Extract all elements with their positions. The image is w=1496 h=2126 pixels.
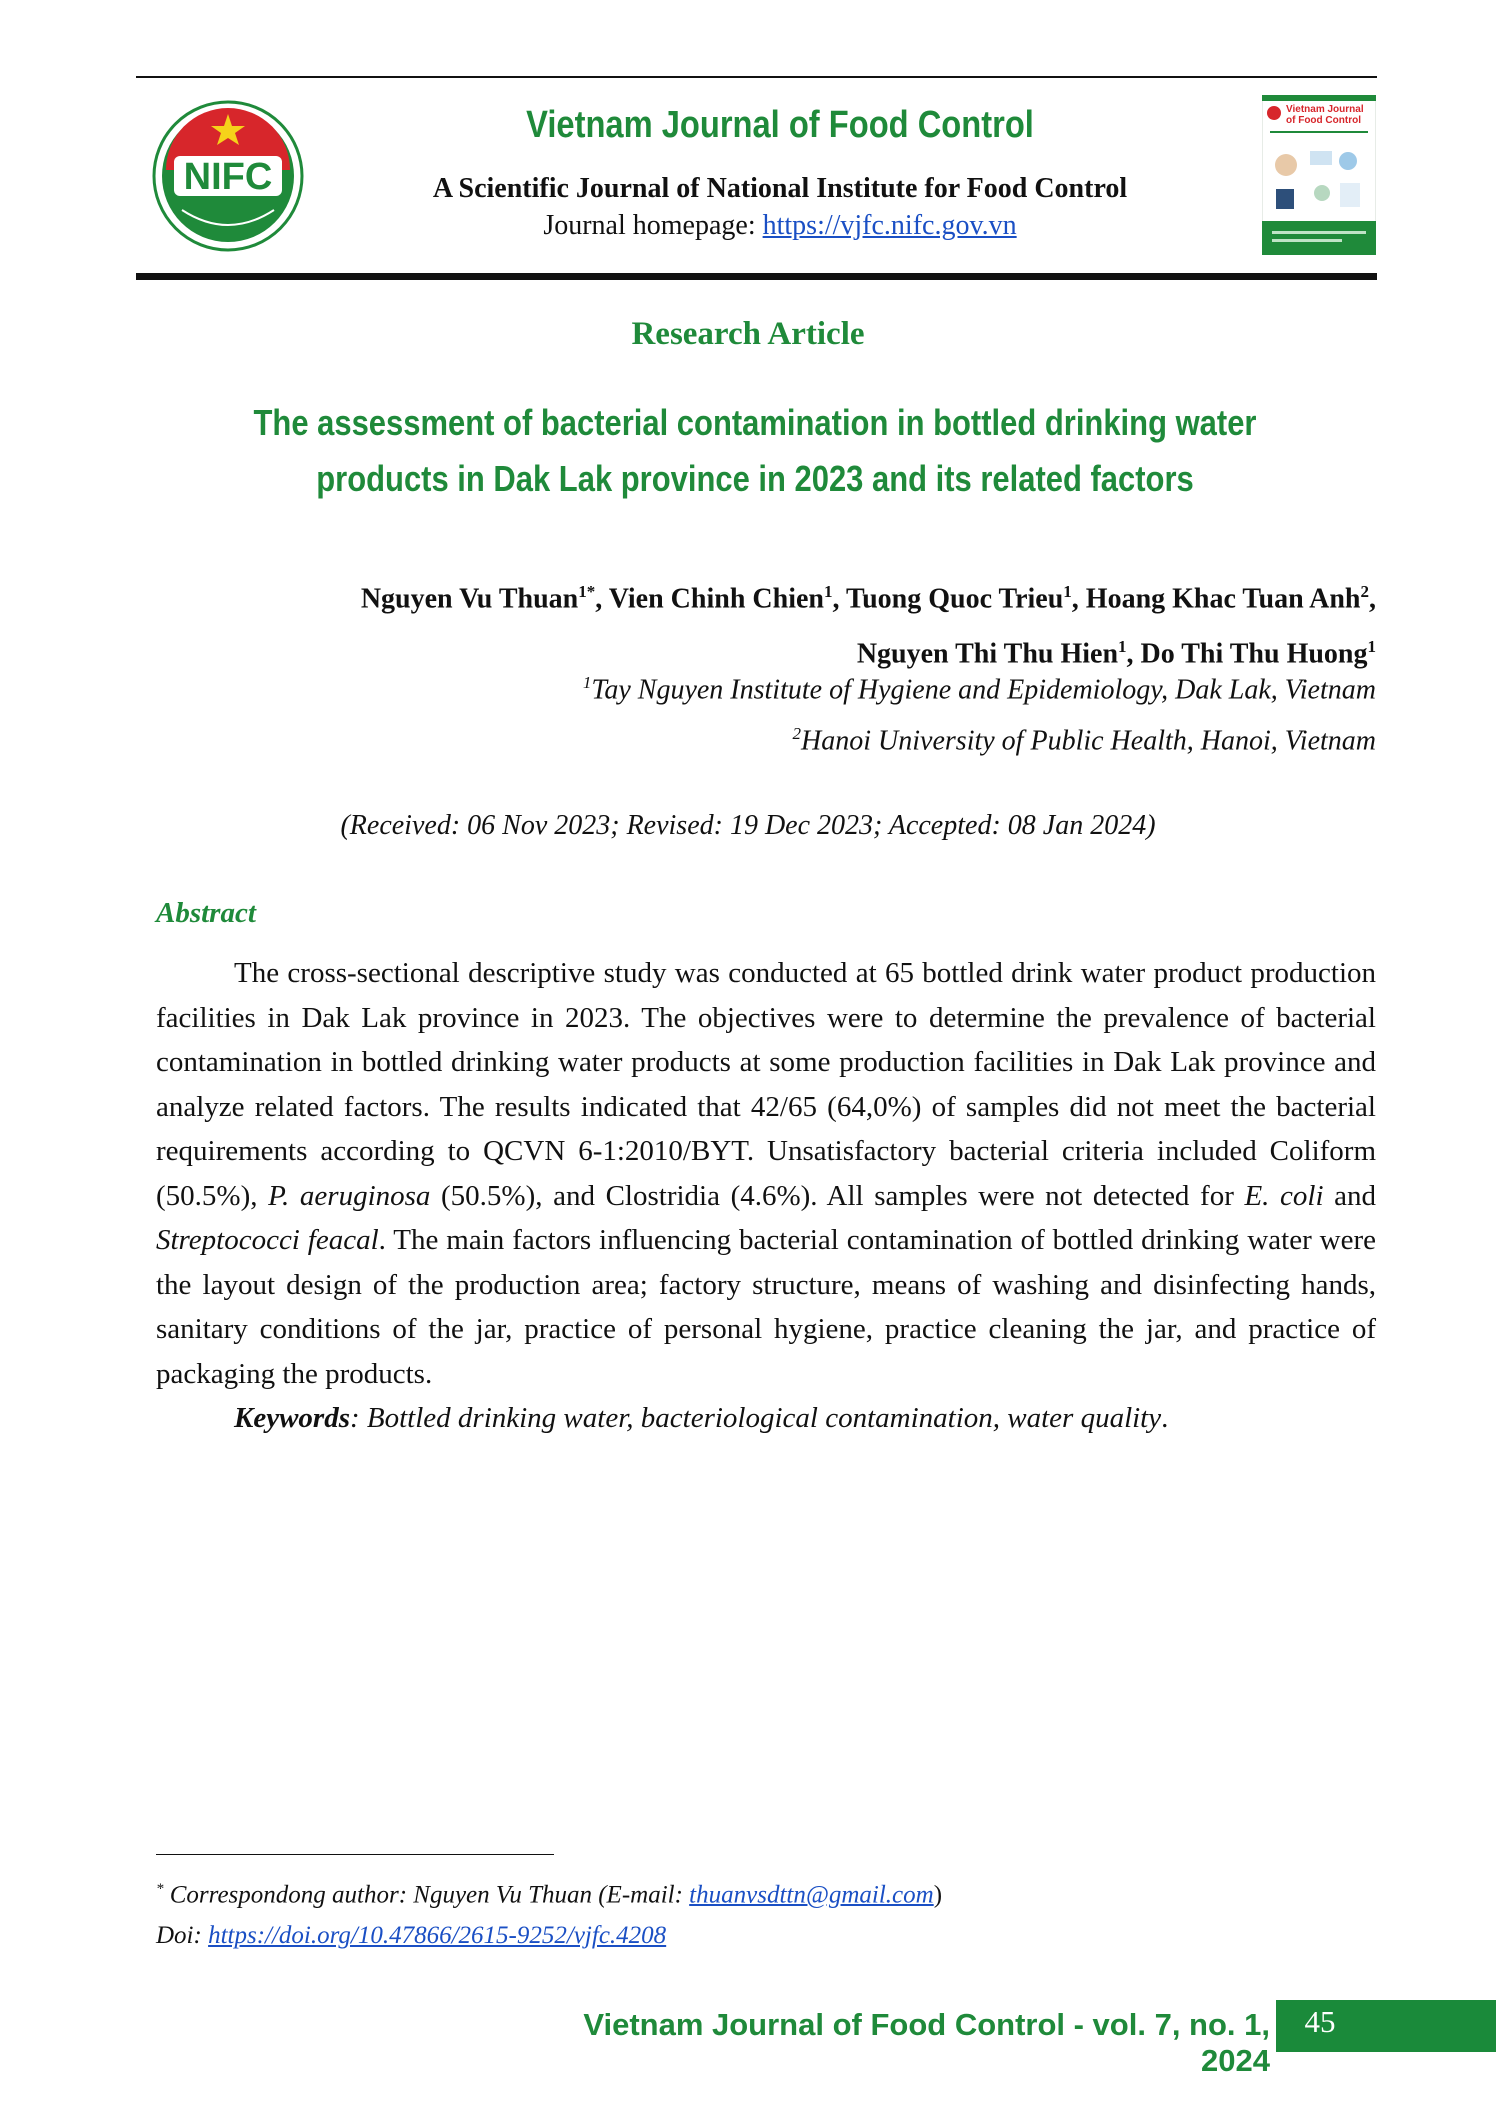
author-affil-mark: 1	[1367, 637, 1376, 657]
keywords: Keywords: Bottled drinking water, bacteriological contamination, water quality.	[234, 1402, 1169, 1434]
keywords-text: : Bottled drinking water, bacteriological contamination, water quality	[350, 1402, 1162, 1434]
journal-cover-thumbnail	[1262, 95, 1376, 255]
footer-journal-info: Vietnam Journal of Food Control - vol. 7, no. 1, 2024	[583, 2007, 1270, 2078]
author-affil-mark: 2	[1360, 582, 1369, 601]
homepage-link[interactable]: https://vjfc.nifc.gov.vn	[762, 210, 1017, 241]
abstract-paragraph: The cross-sectional descriptive study was conducted at 65 bottled drink water product production facilities in Dak Lak province in 2023. The objectives were to determine the prevalence of bacterial contamination in bottled drinking water products at some production facilities in Dak Lak province and analyze related factors. The results indicated that 42/65 (64,0%) of samples did not meet the bacterial requirements according to QCVN 6-1:2010/BYT. Unsatisfactory bacterial criteria included Coliform (50.5%), P. aeruginosa (50.5%), and Clostridia (4.6%). All samples were not detected for E. coli and Streptococci feacal. The main factors influencing bacterial contamination of bottled drinking water were the layout design of the production area; factory structure, means of washing and disinfecting hands, sanitary conditions of the jar, practice of personal hygiene, practice cleaning the jar, and practice of packaging the products.	[156, 957, 1377, 1390]
author-list	[116, 568, 1376, 679]
article-type: Research Article	[631, 316, 865, 352]
abstract-heading: Abstract	[156, 897, 256, 929]
author-affil-mark: 1	[1063, 582, 1072, 601]
footnote-rule	[156, 1854, 554, 1855]
affiliation-2: $^2$Hanoi University of Public Health, Hanoi, Vietnam	[792, 724, 1376, 757]
corresponding-author-note: * Correspondong author: Nguyen Vu Thuan (E-mail: thuanvsdttn@gmail.com)	[156, 1881, 943, 1909]
author-name: Hoang Khac Tuan Anh	[1085, 583, 1361, 615]
submission-dates: (Received: 06 Nov 2023; Revised: 19 Dec 2023; Accepted: 08 Jan 2024)	[340, 810, 1156, 841]
cover-title-line2: of Food Control	[1286, 115, 1361, 126]
journal-homepage	[340, 210, 1220, 242]
nifc-logo	[152, 100, 304, 252]
author-email-link[interactable]: thuanvsdttn@gmail.com	[689, 1881, 934, 1909]
doi-line: Doi: https://doi.org/10.47866/2615-9252/vjfc.4208	[156, 1922, 667, 1949]
author-name: Nguyen Thi Thu Hien	[856, 638, 1119, 670]
homepage-label: Journal homepage:	[543, 210, 763, 241]
author-affil-mark: 1	[1118, 637, 1127, 657]
affiliation-1: $^1$Tay Nguyen Institute of Hygiene and Epidemiology, Dak Lak, Vietnam	[582, 673, 1376, 706]
article-title: The assessment of bacterial contamination in bottled drinking water products in Dak Lak province in 2023 and its related factors	[253, 402, 1257, 499]
cover-title-line1: Vietnam Journal	[1286, 104, 1364, 115]
keywords-label: Keywords	[234, 1402, 350, 1434]
author-affil-mark: 1*	[578, 582, 596, 601]
header-top-rule	[136, 76, 1377, 78]
journal-title: Vietnam Journal of Food Control	[526, 104, 1034, 146]
journal-subtitle: A Scientific Journal of National Institute for Food Control	[432, 173, 1128, 204]
abstract-body	[156, 951, 1376, 1441]
author-line-1: Nguyen Vu Thuan$^{1*}$, Vien Chinh Chien$^1$, Tuong Quoc Trieu$^1$, Hoang Khac Tuan Anh$^2$,	[360, 582, 1376, 615]
author-name: Tuong Quoc Trieu	[845, 583, 1064, 615]
header-bottom-rule	[136, 273, 1377, 280]
author-name: Nguyen Vu Thuan	[360, 583, 579, 615]
author-name: Do Thi Thu Huong	[1140, 638, 1368, 670]
author-affil-mark: 1	[823, 582, 833, 601]
page-number: 45	[1304, 2004, 1336, 2039]
author-line-2: Nguyen Thi Thu Hien$^1$, Do Thi Thu Huong$^1$	[856, 637, 1376, 670]
logo-text: NIFC	[183, 156, 273, 198]
doi-link[interactable]: https://doi.org/10.47866/2615-9252/vjfc.4208	[208, 1922, 667, 1949]
author-name: Vien Chinh Chien	[608, 583, 824, 615]
